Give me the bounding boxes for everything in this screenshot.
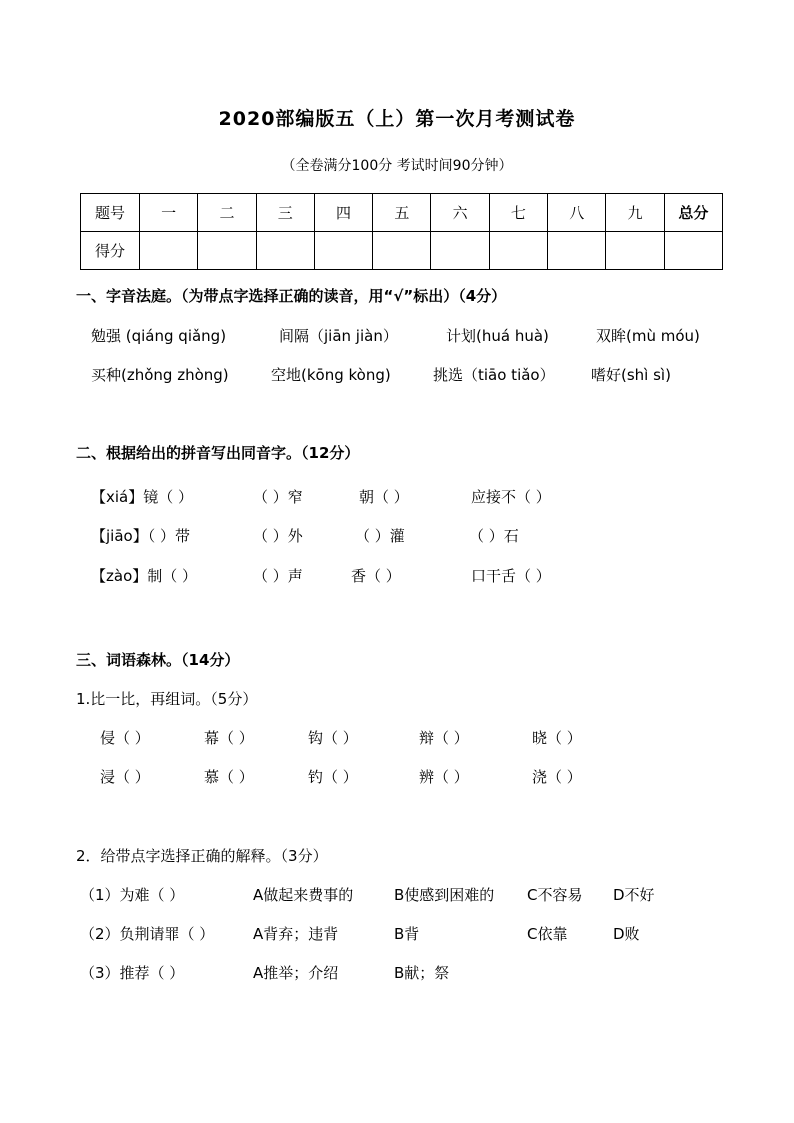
score-header-cell: 九: [606, 194, 664, 232]
section3-heading: 三、词语森林。（14分）: [76, 651, 240, 669]
homophone-blank[interactable]: （ ）外: [253, 527, 303, 545]
choice-option[interactable]: A推举；介绍: [253, 964, 339, 982]
score-header-cell: 六: [431, 194, 489, 232]
score-input-cell[interactable]: [664, 232, 722, 270]
pinyin-choice[interactable]: 计划(huá huà): [446, 327, 549, 345]
score-header-cell: 七: [489, 194, 547, 232]
word-blank[interactable]: 侵（ ）: [100, 729, 150, 747]
homophone-blank[interactable]: 【xiá】镜（ ）: [91, 488, 194, 506]
homophone-blank[interactable]: 口干舌（ ）: [471, 567, 551, 585]
word-blank[interactable]: 辩（ ）: [419, 729, 469, 747]
score-header-cell: 题号: [81, 194, 140, 232]
score-input-cell[interactable]: [489, 232, 547, 270]
word-blank[interactable]: 辨（ ）: [419, 768, 469, 786]
word-blank[interactable]: 浇（ ）: [532, 768, 582, 786]
score-row-label: 得分: [81, 232, 140, 270]
word-blank[interactable]: 浸（ ）: [100, 768, 150, 786]
score-header-total: 总分: [664, 194, 722, 232]
choice-option[interactable]: C依靠: [527, 925, 568, 943]
homophone-blank[interactable]: 香（ ）: [351, 567, 401, 585]
section2-heading: 二、根据给出的拼音写出同音字。（12分）: [76, 444, 360, 462]
score-header-cell: 一: [140, 194, 198, 232]
homophone-blank[interactable]: 应接不（ ）: [471, 488, 551, 506]
homophone-blank[interactable]: 朝（ ）: [359, 488, 409, 506]
score-table-score-row: [81, 232, 723, 270]
pinyin-choice[interactable]: 挑选（tiāo tiǎo）: [433, 366, 555, 384]
question-prompt: 1.比一比，再组词。（5分）: [76, 690, 258, 708]
score-input-cell[interactable]: [548, 232, 606, 270]
choice-option[interactable]: C不容易: [527, 886, 583, 904]
score-input-cell[interactable]: [606, 232, 664, 270]
score-input-cell[interactable]: [198, 232, 256, 270]
choice-item[interactable]: （3）推荐（ ）: [80, 964, 185, 982]
choice-option[interactable]: B使感到困难的: [394, 886, 495, 904]
word-blank[interactable]: 慕（ ）: [204, 768, 254, 786]
score-header-cell: 二: [198, 194, 256, 232]
word-blank[interactable]: 钩（ ）: [308, 729, 358, 747]
choice-option[interactable]: D不好: [613, 886, 655, 904]
choice-item[interactable]: （2）负荆请罪（ ）: [80, 925, 215, 943]
pinyin-choice[interactable]: 嗜好(shì sì): [591, 366, 671, 384]
score-header-cell: 八: [548, 194, 606, 232]
score-header-cell: 五: [373, 194, 431, 232]
homophone-blank[interactable]: （ ）窄: [253, 488, 303, 506]
pinyin-choice[interactable]: 买种(zhǒng zhòng): [91, 366, 229, 384]
score-table-header-row: [81, 194, 723, 232]
exam-info: （全卷满分100分 考试时间90分钟）: [281, 158, 513, 174]
choice-option[interactable]: D败: [613, 925, 640, 943]
choice-item[interactable]: （1）为难（ ）: [80, 886, 185, 904]
question-prompt: 2．给带点字选择正确的解释。（3分）: [76, 847, 328, 865]
homophone-blank[interactable]: 【jiāo】（ ）带: [91, 527, 190, 545]
choice-option[interactable]: A背弃；违背: [253, 925, 339, 943]
section1-heading: 一、字音法庭。（为带点字选择正确的读音，用“√”标出）（4分）: [76, 287, 507, 305]
homophone-blank[interactable]: 【zào】制（ ）: [91, 567, 198, 585]
homophone-blank[interactable]: （ ）声: [253, 567, 303, 585]
score-table: [80, 193, 723, 270]
score-input-cell[interactable]: [431, 232, 489, 270]
choice-option[interactable]: A做起来费事的: [253, 886, 354, 904]
score-input-cell[interactable]: [256, 232, 314, 270]
score-header-cell: 三: [256, 194, 314, 232]
homophone-blank[interactable]: （ ）灌: [355, 527, 405, 545]
score-input-cell[interactable]: [314, 232, 372, 270]
homophone-blank[interactable]: （ ）石: [469, 527, 519, 545]
word-blank[interactable]: 晓（ ）: [532, 729, 582, 747]
score-input-cell[interactable]: [373, 232, 431, 270]
pinyin-choice[interactable]: 双眸(mù móu): [596, 327, 700, 345]
word-blank[interactable]: 钓（ ）: [308, 768, 358, 786]
pinyin-choice[interactable]: 勉强 (qiáng qiǎng): [91, 327, 227, 345]
pinyin-choice[interactable]: 间隔（jiān jiàn）: [279, 327, 398, 345]
score-input-cell[interactable]: [140, 232, 198, 270]
choice-option[interactable]: B背: [394, 925, 420, 943]
page-title: 2020部编版五（上）第一次月考测试卷: [218, 108, 576, 130]
choice-option[interactable]: B献；祭: [394, 964, 450, 982]
score-header-cell: 四: [314, 194, 372, 232]
pinyin-choice[interactable]: 空地(kōng kòng): [271, 366, 391, 384]
word-blank[interactable]: 幕（ ）: [204, 729, 254, 747]
